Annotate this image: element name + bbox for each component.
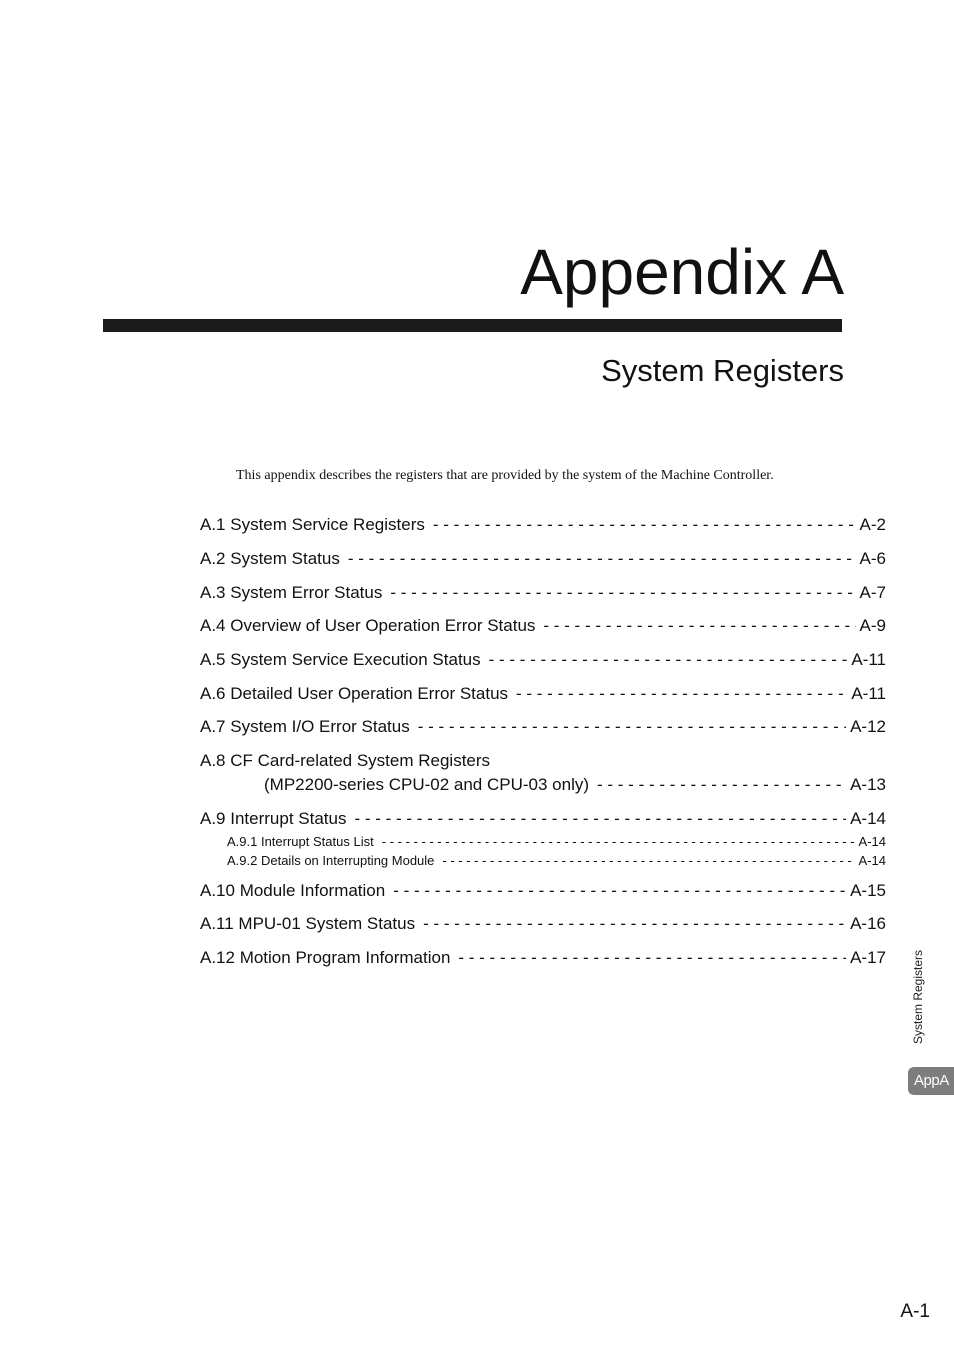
- toc-entry-page: A-6: [859, 549, 886, 568]
- toc-leader-dots: [442, 852, 854, 870]
- toc-leader-dots: [382, 833, 855, 851]
- toc-entry-page: A-13: [850, 775, 886, 794]
- page-number: A-1: [900, 1301, 930, 1322]
- toc-entry-page: A-16: [850, 914, 886, 933]
- toc-entry-page: A-15: [850, 881, 886, 900]
- chapter-title: Appendix A: [520, 236, 844, 308]
- toc-entry-a4[interactable]: [200, 615, 886, 637]
- appendix-tab[interactable]: AppA: [908, 1067, 954, 1095]
- toc-entry-label: A.9.2 Details on Interrupting Module: [227, 853, 435, 868]
- toc-entry-a7[interactable]: [200, 716, 886, 738]
- toc-entry-label: A.4 Overview of User Operation Error Status: [200, 616, 536, 635]
- toc-entry-label: A.2 System Status: [200, 549, 340, 568]
- toc-entry-page: A-14: [858, 834, 886, 849]
- toc-entry-page: A-7: [859, 583, 886, 602]
- toc-entry-label: A.1 System Service Registers: [200, 515, 425, 534]
- toc-leader-dots: [458, 947, 846, 969]
- toc-entry-label: A.5 System Service Execution Status: [200, 650, 481, 669]
- toc-leader-dots: [543, 615, 855, 637]
- toc-leader-dots: [433, 514, 856, 536]
- toc-entry-label: A.9 Interrupt Status: [200, 809, 347, 828]
- toc-entry-a9[interactable]: [200, 808, 886, 830]
- toc-entry-a8[interactable]: [264, 774, 886, 796]
- toc-entry-page: A-12: [850, 717, 886, 736]
- toc-entry-a6[interactable]: [200, 683, 886, 705]
- toc-entry-a1[interactable]: [200, 514, 886, 536]
- toc-entry-page: A-11: [851, 684, 886, 703]
- toc-entry-page: A-14: [858, 853, 886, 868]
- toc-entry-label: A.12 Motion Program Information: [200, 948, 451, 967]
- chapter-subtitle: System Registers: [601, 353, 844, 388]
- toc-leader-dots: [393, 880, 846, 902]
- toc-entry-page: A-9: [859, 616, 886, 635]
- toc-entry-a3[interactable]: [200, 582, 886, 604]
- toc-entry-page: A-14: [850, 809, 886, 828]
- intro-paragraph: This appendix describes the registers that are provided by the system of the Machine Controller.: [236, 468, 774, 483]
- toc-entry-a9-2[interactable]: [227, 852, 886, 870]
- toc-entry-label: A.10 Module Information: [200, 881, 386, 900]
- toc-entry-label: A.6 Detailed User Operation Error Status: [200, 684, 509, 703]
- title-divider-bar: [103, 319, 842, 332]
- toc-entry-label: A.3 System Error Status: [200, 583, 383, 602]
- toc-leader-dots: [423, 913, 846, 935]
- toc-entry-a9-1[interactable]: [227, 833, 886, 851]
- toc-entry-label: A.9.1 Interrupt Status List: [227, 834, 374, 849]
- toc-entry-page: A-17: [850, 948, 886, 967]
- toc-entry-page: A-11: [851, 650, 886, 669]
- toc-entry-a2[interactable]: [200, 548, 886, 570]
- toc-entry-label: A.7 System I/O Error Status: [200, 717, 410, 736]
- toc-entry-a11[interactable]: [200, 913, 886, 935]
- toc-leader-dots: [390, 582, 855, 604]
- side-section-label: System Registers: [911, 949, 925, 1044]
- toc-leader-dots: [489, 649, 848, 671]
- toc-entry-a5[interactable]: [200, 649, 886, 671]
- toc-entry-a10[interactable]: [200, 880, 886, 902]
- toc-entry-page: A-2: [859, 515, 886, 534]
- toc-leader-dots: [418, 716, 846, 738]
- toc-entry-label: (MP2200-series CPU-02 and CPU-03 only): [264, 775, 590, 794]
- toc-leader-dots: [348, 548, 856, 570]
- toc-entry-label: A.11 MPU-01 System Status: [200, 914, 416, 933]
- toc-entry-a12[interactable]: [200, 947, 886, 969]
- toc-leader-dots: [516, 683, 847, 705]
- toc-leader-dots: [597, 774, 846, 796]
- toc-leader-dots: [354, 808, 846, 830]
- toc-entry-a8-label[interactable]: A.8 CF Card-related System Registers: [200, 751, 491, 770]
